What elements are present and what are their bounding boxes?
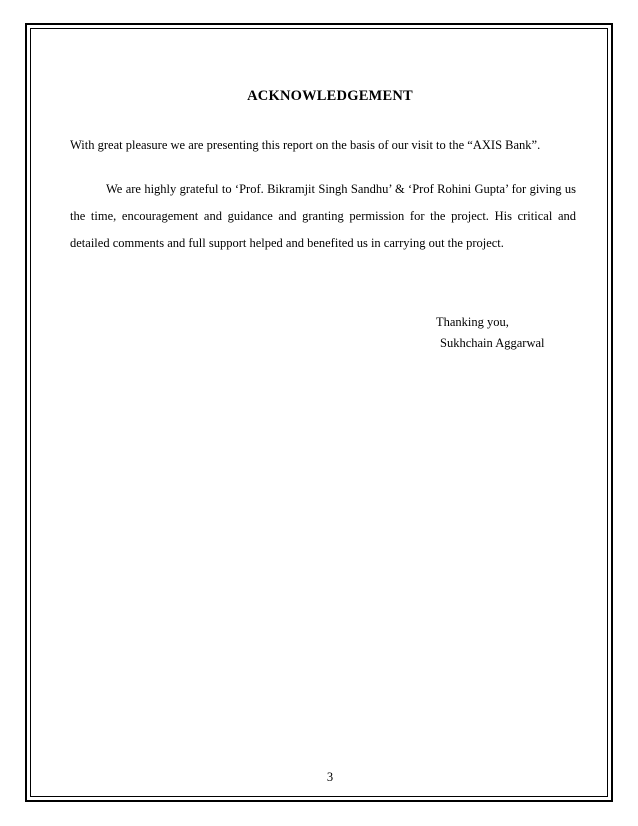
closing-salutation: Thanking you, [436, 315, 509, 329]
page-number: 3 [326, 770, 334, 784]
gratitude-paragraph: We are highly grateful to ‘Prof. Bikramjit Singh Sandhu’ & ‘Prof Rohini Gupta’ for giving us the time, encouragement and guidance and granting permission for the project. His critical and detailed comments and full support helped and benefited us in carrying out the project. [70, 182, 576, 250]
signatory-name: Sukhchain Aggarwal [440, 336, 545, 350]
page-title: ACKNOWLEDGEMENT [247, 88, 413, 104]
closing-block [436, 312, 545, 354]
intro-paragraph: With great pleasure we are presenting this report on the basis of our visit to the “AXIS Bank”. [70, 138, 541, 152]
